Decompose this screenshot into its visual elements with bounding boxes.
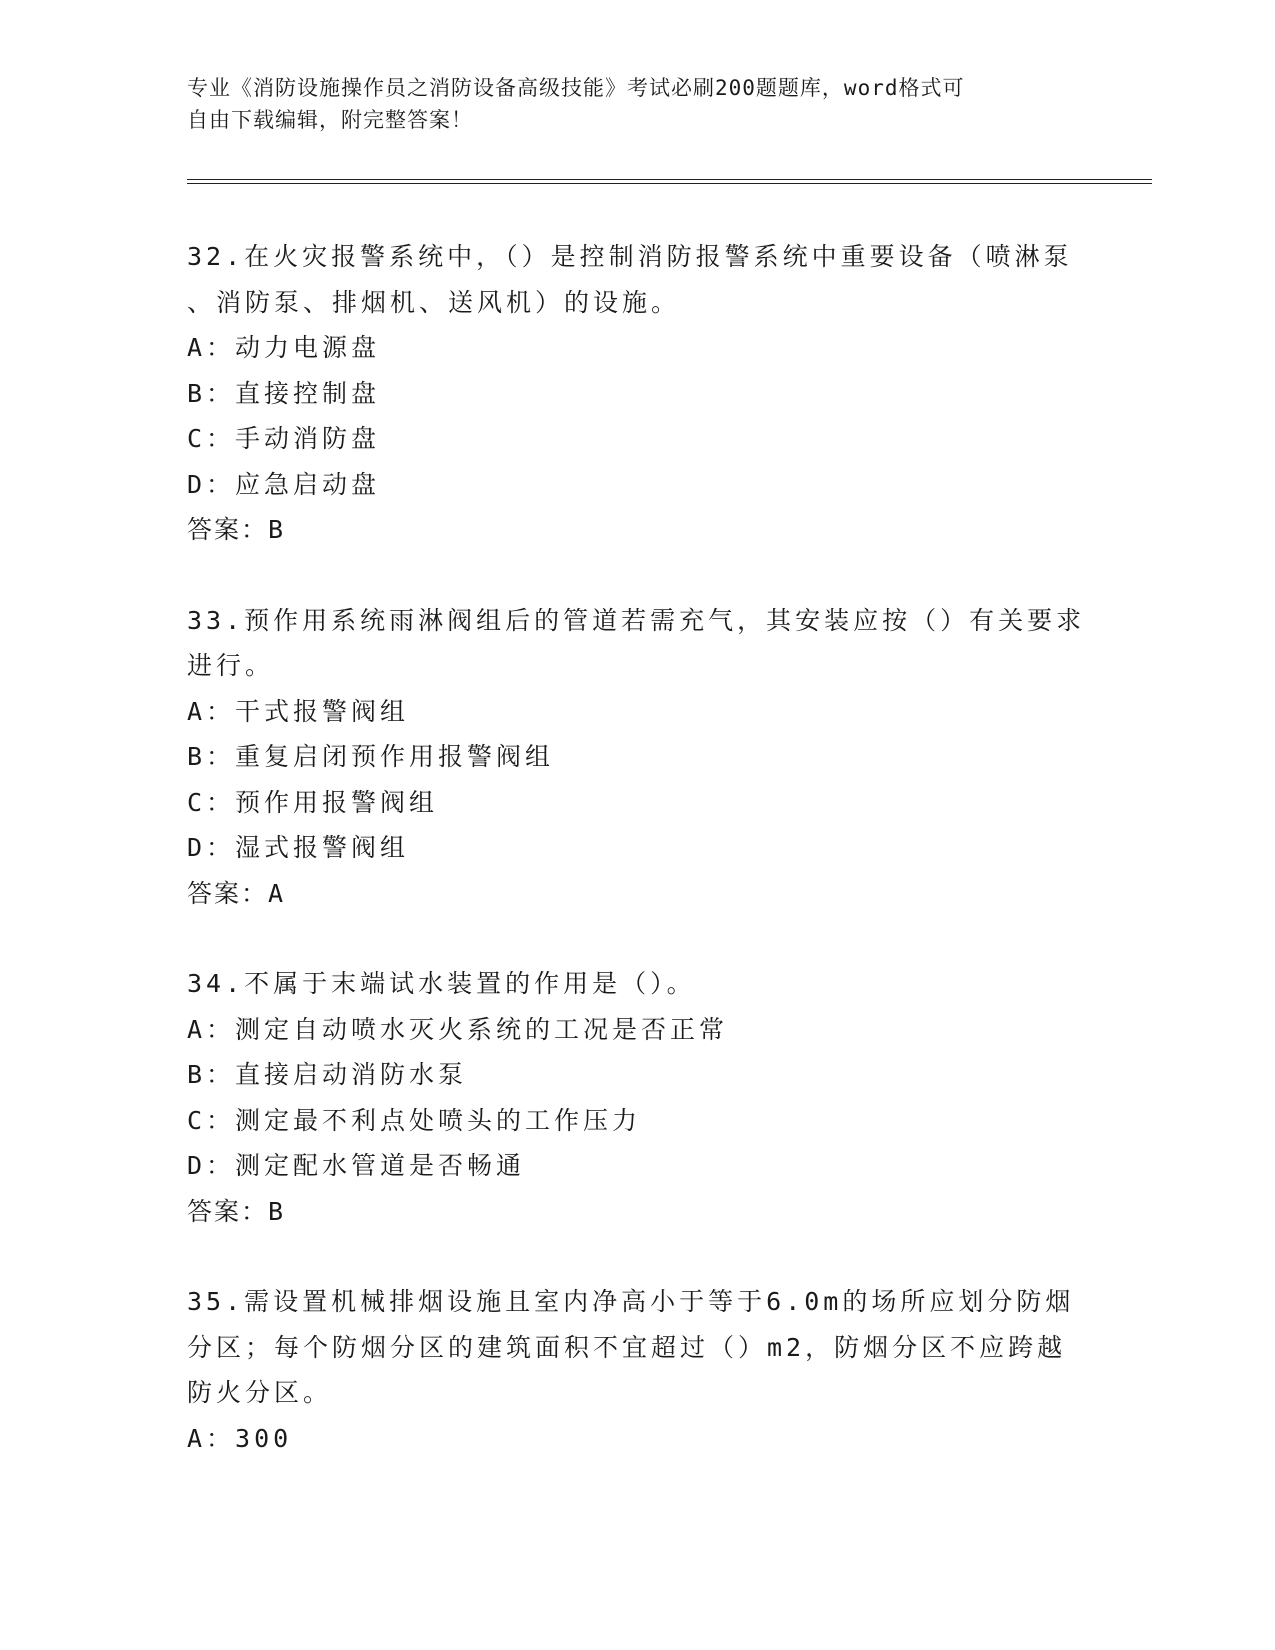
- stem-line: 35.需设置机械排烟设施且室内净高小于等于6.0m的场所应划分防烟: [187, 1287, 1075, 1316]
- question-stem: [187, 961, 1087, 1007]
- stem-line: 防火分区。: [187, 1378, 333, 1407]
- option-a: A：动力电源盘: [187, 333, 381, 362]
- option-b: B：重复启闭预作用报警阀组: [187, 742, 555, 771]
- question-34: [187, 961, 1087, 1234]
- document-header: [187, 72, 1067, 136]
- question-33: [187, 598, 1087, 917]
- option-c: C：手动消防盘: [187, 424, 381, 453]
- option-b: B：直接启动消防水泵: [187, 1060, 468, 1089]
- stem-line: 34.不属于末端试水装置的作用是（）。: [187, 969, 696, 998]
- header-line: 自由下载编辑，附完整答案！: [187, 108, 473, 132]
- option-a: A：300: [187, 1423, 293, 1453]
- stem-line: 进行。: [187, 651, 275, 680]
- question-35: [187, 1279, 1087, 1461]
- option-d: D：湿式报警阀组: [187, 833, 410, 862]
- option-c: C：测定最不利点处喷头的工作压力: [187, 1105, 642, 1135]
- header-divider: [187, 183, 1152, 184]
- option-a: A：干式报警阀组: [187, 696, 410, 726]
- question-stem: [187, 1279, 1087, 1416]
- stem-line: 32.在火灾报警系统中，（）是控制消防报警系统中重要设备（喷淋泵: [187, 242, 1073, 271]
- header-line: 专业《消防设施操作员之消防设备高级技能》考试必刷200题题库，word格式可: [187, 76, 965, 100]
- question-32: [187, 234, 1087, 553]
- stem-line: 分区；每个防烟分区的建筑面积不宜超过（）m2，防烟分区不应跨越: [187, 1332, 1067, 1362]
- option-d: D：测定配水管道是否畅通: [187, 1151, 526, 1180]
- stem-line: 、消防泵、排烟机、送风机）的设施。: [187, 287, 681, 317]
- question-stem: [187, 234, 1087, 325]
- question-stem: [187, 598, 1087, 689]
- option-a: A：测定自动喷水灭火系统的工况是否正常: [187, 1014, 729, 1044]
- header-divider: [187, 179, 1152, 180]
- answer-line: 答案：A: [187, 878, 286, 908]
- question-list: [187, 234, 1087, 1506]
- stem-line: 33.预作用系统雨淋阀组后的管道若需充气，其安装应按（）有关要求: [187, 605, 1086, 635]
- option-c: C：预作用报警阀组: [187, 787, 439, 817]
- answer-line: 答案：B: [187, 1196, 286, 1226]
- option-b: B：直接控制盘: [187, 378, 381, 408]
- answer-line: 答案：B: [187, 515, 286, 544]
- option-d: D：应急启动盘: [187, 469, 381, 499]
